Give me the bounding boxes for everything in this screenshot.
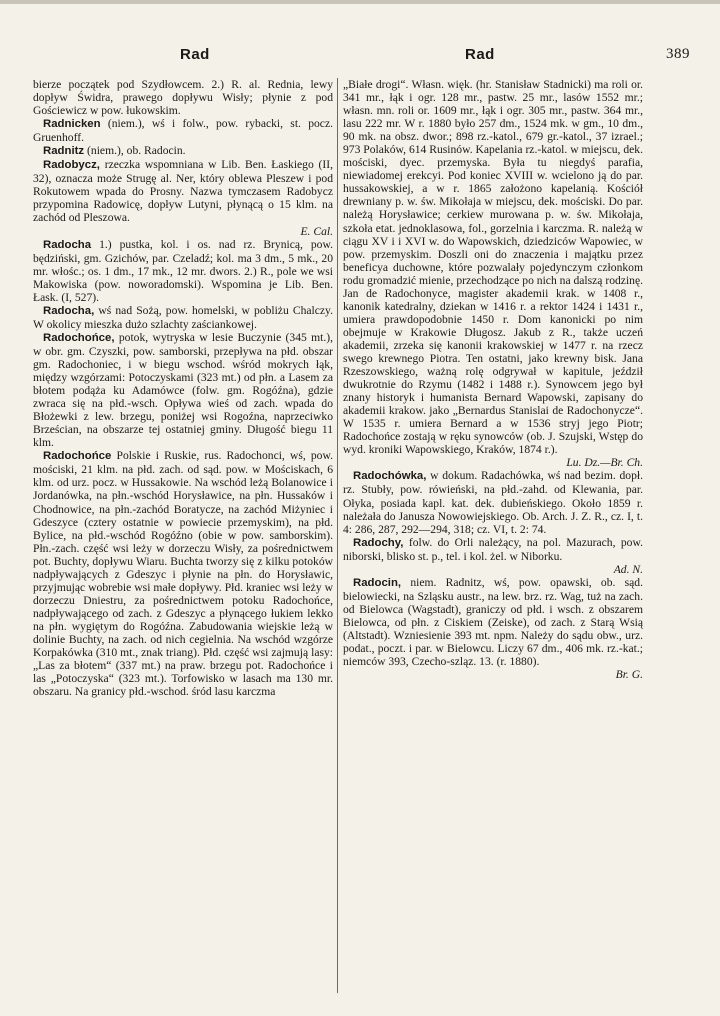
running-header-left: Rad xyxy=(180,46,210,63)
dictionary-entry xyxy=(33,238,333,304)
entry-text: folw. do Orli należący, na pol. Mazurach, pow. niborski, blisko st. p., tel. i kol. żel. w Niborku. xyxy=(343,535,643,563)
entry-text: potok, wytryska w lesie Buczynie (345 mt.), w obr. gm. Czyszki, pow. samborski, przepływa na płd. obszar gm. Radochoniec, i w biegu wschod. wśród mokrych łąk, między wzgórzami: Potoczyskami (323 mt.) od płn. a Lasem za błotem podąża ku Adamówce (folw. gm. Rogóźna), gdzie zwraca się na płd.-wsch. Opływa wieś od zach. wpada do Błożewki z lew. brzegu, poniżej wsi Rogoźna, naprzeciwko Brześcian, na obszarze tej ostatniej gminy. Długość biegu 11 klm. xyxy=(33,330,334,450)
entry-text: „Białe drogi“. Własn. więk. (hr. Stanisław Stadnicki) ma roli or. 341 mr., łąk i ogr. 128 mr., pastw. 25 mr., lasów 1552 mr.; własn. mn. roli or. 1609 mr., łąk i ogr. 305 mr., pastw. 364 mr., lasu 222 mr. W r. 1880 było 257 dm., 1524 mk. w gm., 10 dm., 90 mk. na obsz. dwor.; 898 rz.-katol., 679 gr.-katol., 37 izrael.; 973 Polaków, 614 Rusinów. Kapelania rz.-katol. w miejscu, dek. mościski, dyec. przemyska. Była tu niegdyś parafia, niewiadomej erekcyi. Pod koniec XVIII w. wcielono ją do par. hussakowskiej, a w r. 1865 założono kapelanią. Kościół drewniany p. w. św. Mikołaja w miejscu, dek. mościski. Do par. należą Horysławice; cerkiew murowana p. w. św. Mikołaja, szkoła etat. jednoklasowa, fol., gorzelnia i karczma. R. należą w ciągu XV i i XVI w. do Wapowskich, dziedziców Wapowiec, w pow. przemyskim. Doszli oni do znaczenia i majątku przez beneficya duchowne, które pozwalały pojedynczym członkom rodu gromadzić mienie, przechodzące po nich na dalszą rodzinę. Jan de Radochonyce, magister akademii krak. w 1408 r., kanonik katedralny, dziekan w 1416 r. a rektor 1424 i 1431 r., umiera prawdopodobnie 1450 r. Dom kanonicki po nim obejmuje w Krakowie Długosz. Jakub z R., także uczeń akademii, zrzeka się kanonii krakowskiej w 1477 r. na rzecz swego krewnego Piotra. Ten ostatni, jako krewny bisk. Jana Rzeszowskiego, ważną rolę odgrywał w kapitule, jeździł dwukrotnie do Rzymu (1482 i 1488 r.). Synowcem jego był znany historyk i humanista Bernard Wapowski, zapisany do akademii krakow. jako „Bernardus Stanislai de Radochonycze“. W 1535 r. umiera Bernard a w 1536 stryj jego Piotr; Radochońce zostają w ręku synowców (ob. J. Szujski, Wstęp do wyd. kroniki Wapowskiego, Kraków, 1874 r.). xyxy=(343,78,644,457)
dictionary-entry xyxy=(33,78,333,117)
column-divider xyxy=(337,78,338,993)
entry-text: rzeczka wspomniana w Lib. Ben. Łaskiego (II, 32), oznacza może Strugę al. Ner, który oblewa Pleszew i pod Rokutowem wpada do Prosny. Nazwa tymczasem Radobycz przypomina Radowicę, dopływ Lutyni, płynącą o 15 klm. na zachód od Pleszowa. xyxy=(33,158,333,225)
entry-headword: Radnicken xyxy=(43,118,101,131)
entry-headword: Radochońce, xyxy=(43,331,115,344)
entry-headword: Radocha, xyxy=(43,304,95,317)
dictionary-entry xyxy=(343,536,643,576)
entry-headword: Radochońce xyxy=(43,450,112,463)
entry-headword: Radocin, xyxy=(353,576,402,589)
dictionary-entry xyxy=(343,469,643,535)
entry-headword: Radochówka, xyxy=(353,470,427,483)
entry-text: Polskie i Ruskie, rus. Radochonci, wś, pow. mościski, 21 klm. na płd. zach. od sąd. pow. w Mościskach, 6 klm. od urz. pocz. w Hussakowie. Na wschód leżą Bolanowice i Jordanówka, na płn.-wschód Horysławice, na płn. Hussaków i Chodnowice, na płn.-zachód Boratycze, na zachód Miżyniec i Gdeszyce (cztery ostatnie w powiecie przemyskim), na płd. Bylice, na płd.-wschód Rogóźno (obie w pow. samborskim). Płn.-zach. część wsi leży w dorzeczu Wisły, za pośrednictwem pot. Buchty, dopływu Wiaru. Buchta tworzy się z kilku potoków nadpływających z Gdeszyc i płynie na płn. do Horysławic, przyjmując wobrebie wsi małe dopływy. Płd. kraniec wsi leży w dorzeczu Dniestru, za pośrednictwem potoku Radochońce, nadpływającego od zach. z Gdeszyc a płynącego łukiem lekko na płn. wygiętym do Rogóźna. Zabudowania wiejskie leżą w dolinie Buchty, na zach. od nich cegielnia. Na wschód wzgórze Korpakówka (310 mt., znak triang). Płd. część wsi zajmują lasy: „Las za błotem“ (337 mt.) na praw. brzegu pot. Radochońce i las „Potoczyska“ (323 mt.). Torfowisko w lasach ma 130 mr. obszaru. Na granicy płd.-wschod. śród lasu karczma xyxy=(33,449,333,699)
author-signature: E. Cal. xyxy=(300,224,333,238)
entry-text: 1.) pustka, kol. i os. nad rz. Brynicą, pow. będziński, gm. Gzichów, par. Czeladź; kol. ma 3 dm., 5 mk., 20 mr. włośc.; os. 1 dm., 17 mk., 12 mr. dwors. 2.) R., pole we wsi Makowiska (pow. noworadomski). Wspomina je Lib. Ben. Łask. (I, 527). xyxy=(33,237,333,304)
entry-text: (niem.), wś i folw., pow. rybacki, st. pocz. Gruenhoff. xyxy=(33,117,333,145)
dictionary-entry xyxy=(343,78,643,469)
author-signature: Br. G. xyxy=(615,668,643,682)
left-column xyxy=(33,78,333,698)
author-signature: Ad. N. xyxy=(613,562,643,576)
entry-headword: Radobycz, xyxy=(43,159,100,172)
dictionary-entry xyxy=(33,449,333,698)
dictionary-entry xyxy=(33,331,333,449)
running-header-right: Rad xyxy=(465,46,495,63)
entry-text: wś nad Sożą, pow. homelski, w pobliżu Chalczy. W okolicy mieszka dużo szlachty zaściankowej. xyxy=(33,303,333,331)
entry-headword: Radocha xyxy=(43,238,92,251)
dictionary-entry xyxy=(343,576,643,681)
right-column xyxy=(343,78,643,681)
dictionary-entry xyxy=(33,117,333,144)
entry-text: bierze początek pod Szydłowcem. 2.) R. al. Rednia, lewy dopływ Świdra, prawego dopływu Wisły; płynie z pod Gościewicz w pow. łukowskim. xyxy=(33,78,333,118)
entry-headword: Radnitz xyxy=(43,145,85,158)
dictionary-entry xyxy=(33,304,333,331)
entry-text: w dokum. Radachówka, wś nad bezim. dopł. rz. Stubły, pow. rówieński, na płd.-zahd. od Klewania, par. Ołyka, posiada kapl. kat. dek. dubieńskiego. Około 1859 r. należała do Janusza Nowowiejskiego. Ob. Arch. J. Z. R., cz. I, t. 4: 286, 287, 292—294, 318; cz. VI, t. 2: 74. xyxy=(343,469,643,536)
entry-text: niem. Radnitz, wś, pow. opawski, ob. sąd. bielowiecki, na Szląsku austr., na lew. brz. rz. Wag, tuż na zach. od Bielowca (Wagstadt), graniczy od płd. i wsch. z obszarem Bielowca, od płn. z Ciskiem (Zeiske), od zach. z Starą Wsią (Altstadt). Wzniesienie 393 mt. npm. Należy do sądu obw., urz. podat., poczt. i par. w Bielowcu. Liczy 67 dm., 406 mk. rz.-kat.; niemców 393, Czecho-szląz. 13. (r. 1880). xyxy=(343,575,643,669)
page-number: 389 xyxy=(666,46,690,62)
entry-text: (niem.), ob. Radocin. xyxy=(87,144,186,158)
author-signature: Lu. Dz.—Br. Ch. xyxy=(566,456,643,470)
dictionary-entry xyxy=(33,144,333,158)
entry-headword: Radochy, xyxy=(353,536,404,549)
dictionary-entry xyxy=(33,158,333,237)
scan-edge xyxy=(0,0,720,4)
